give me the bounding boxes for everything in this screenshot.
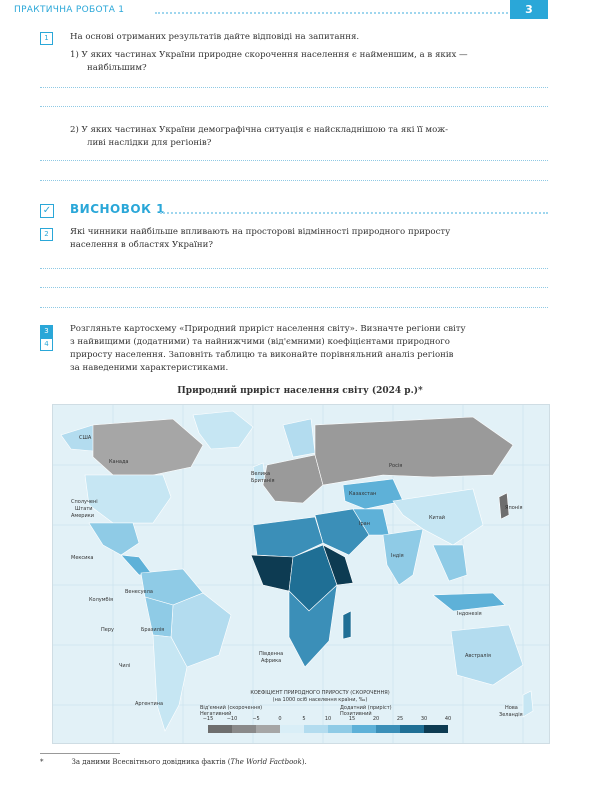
task-number: 2	[40, 228, 53, 241]
footnote-text: За даними Всесвітнього довідника фактів (	[71, 758, 231, 766]
legend-swatch	[256, 725, 280, 733]
label-chile: Чилі	[119, 663, 131, 669]
label-india: Індія	[391, 553, 404, 559]
label-argentina: Аргентина	[135, 701, 164, 707]
legend-tick-label: 20	[372, 716, 380, 722]
answer-line[interactable]	[40, 307, 548, 308]
label-japan: Японія	[505, 505, 523, 511]
label-russia: Росія	[389, 463, 403, 469]
footnote-rule	[40, 753, 120, 754]
task-3-line-3: приросту населення. Заповніть таблицю та виконайте порівняльний аналіз регіонів	[70, 350, 454, 360]
label-iran: Іран	[359, 521, 370, 527]
task-intro: На основі отриманих результатів дайте відповіді на запитання.	[70, 32, 360, 42]
task-3-line-4: за наведеними характеристиками.	[70, 363, 229, 373]
task-3-line-1: Розгляньте картосхему «Природний приріст населення світу». Визначте регіони світу	[70, 324, 466, 334]
legend-tick-label: −5	[252, 716, 260, 722]
label-south-africa-2: Африка	[261, 658, 282, 664]
label-new-zealand-1: Нова	[505, 705, 518, 711]
answer-line[interactable]	[40, 180, 548, 181]
legend-swatch	[208, 725, 232, 733]
footnote-star: *	[40, 758, 44, 766]
legend-negative-label-1: Від'ємний (скорочення)	[200, 705, 263, 711]
task-2-line-1: Які чинники найбільше впливають на просторові відмінності природного приросту	[70, 227, 451, 237]
legend-swatch	[424, 725, 448, 733]
label-gb-2: Британія	[251, 478, 275, 484]
label-us-full-1: Сполучені	[71, 499, 98, 505]
answer-line[interactable]	[40, 160, 548, 161]
conclusion-title: ВИСНОВОК 1	[70, 202, 165, 216]
legend-positive-label-1: Додатний (приріст)	[340, 705, 392, 711]
label-brazil: Бразилія	[141, 627, 165, 633]
footnote	[40, 758, 307, 766]
map-legend	[180, 690, 460, 740]
legend-tick-label: −15	[202, 716, 214, 722]
footnote-end: ).	[301, 758, 307, 766]
legend-tick-label: −10	[226, 716, 238, 722]
task-3-line-2: з найвищими (додатними) та найнижчими (від'ємними) коефіцієнтами природного	[70, 337, 450, 347]
legend-title: КОЕФІЦІЄНТ ПРИРОДНОГО ПРИРОСТУ (СКОРОЧЕННЯ)	[250, 690, 390, 696]
label-south-africa-1: Південна	[259, 651, 284, 657]
header-divider	[155, 12, 508, 14]
map-title: Природний приріст населення світу (2024 р.)*	[177, 386, 423, 396]
label-us-full-2: Штати	[75, 506, 93, 512]
legend-swatch	[328, 725, 352, 733]
conclusion-divider	[160, 212, 548, 214]
legend-subtitle: (на 1000 осіб населення країни, ‰)	[272, 697, 368, 703]
page-header	[0, 0, 600, 22]
legend-swatch	[400, 725, 424, 733]
label-kazakhstan: Казахстан	[349, 491, 377, 497]
legend-tick-label: 15	[348, 716, 356, 722]
task-number: 4	[40, 338, 53, 351]
section-title: ПРАКТИЧНА РОБОТА 1	[14, 5, 125, 15]
legend-positive-label-2: Позитивний	[340, 711, 372, 717]
label-indonesia: Індонезія	[457, 611, 482, 617]
label-peru: Перу	[101, 627, 114, 633]
legend-color-scale	[208, 725, 448, 733]
answer-line[interactable]	[40, 106, 548, 107]
legend-tick-label: 30	[420, 716, 428, 722]
answer-line[interactable]	[40, 287, 548, 288]
answer-line[interactable]	[40, 87, 548, 88]
legend-swatch	[304, 725, 328, 733]
label-gb-1: Велика	[251, 471, 271, 477]
label-venezuela: Венесуела	[125, 589, 153, 595]
label-canada: Канада	[109, 459, 129, 465]
legend-swatch	[232, 725, 256, 733]
legend-negative-label-2: Негативний	[200, 711, 232, 717]
label-us-full-3: Америки	[71, 513, 94, 519]
label-colombia: Колумбія	[89, 597, 114, 603]
footnote-source: The World Factbook	[230, 758, 302, 766]
question-1-line-2: найбільшим?	[87, 63, 147, 73]
label-mexico: Мексика	[71, 555, 94, 561]
label-australia: Австралія	[465, 653, 491, 659]
legend-tick-label: 25	[396, 716, 404, 722]
checkbox-icon: ✓	[40, 204, 54, 218]
legend-tick-label: 5	[302, 716, 306, 722]
legend-ticks	[202, 716, 452, 724]
label-new-zealand-2: Зеландія	[499, 712, 523, 718]
task-2-line-2: населення в областях України?	[70, 240, 213, 250]
label-usa: США	[79, 435, 92, 441]
label-china: Китай	[429, 515, 446, 521]
question-2-line-2: ливі наслідки для регіонів?	[87, 138, 212, 148]
legend-swatch	[280, 725, 304, 733]
question-1-line-1: 1) У яких частинах України природне скорочення населення є найменшим, а в яких —	[70, 50, 468, 60]
task-number: 1	[40, 32, 53, 45]
legend-tick-label: 40	[444, 716, 452, 722]
answer-line[interactable]	[40, 268, 548, 269]
page-number: 3	[510, 0, 548, 19]
task-number: 3	[40, 325, 53, 338]
question-2-line-1: 2) У яких частинах України демографічна ситуація є найскладнішою та які її мож-	[70, 125, 449, 135]
legend-tick-label: 0	[278, 716, 282, 722]
legend-tick-label: 10	[324, 716, 332, 722]
legend-swatch	[352, 725, 376, 733]
legend-swatch	[376, 725, 400, 733]
